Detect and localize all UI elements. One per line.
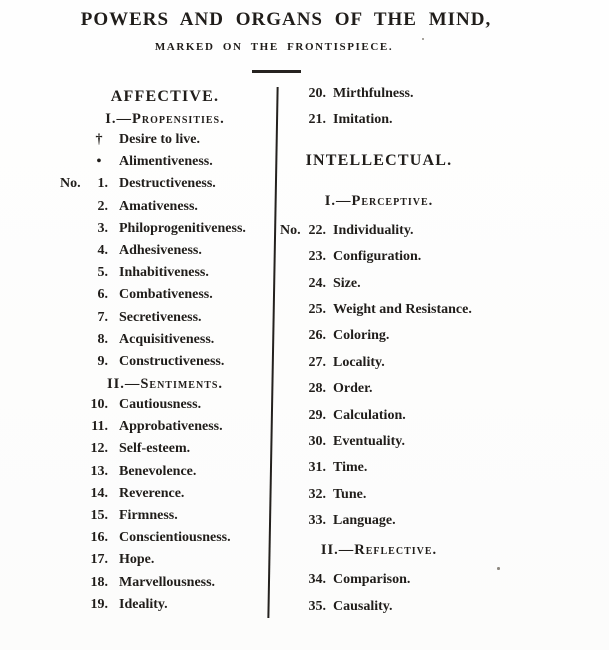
entry-label: Alimentiveness. (119, 154, 213, 170)
entry-label: Comparison. (333, 572, 411, 588)
list-item (60, 397, 270, 419)
list-item (280, 302, 478, 328)
list-item (280, 460, 478, 486)
entry-number: 10. (90, 397, 108, 413)
subsection-heading: II.—Reflective. (320, 542, 438, 559)
list-item (280, 355, 478, 381)
section-heading: INTELLECTUAL. (305, 151, 453, 169)
list-item (280, 513, 478, 539)
entry-number: 13. (90, 463, 108, 479)
entry-label: Philoprogenitiveness. (119, 220, 246, 236)
entry-label: Inhabitiveness. (119, 265, 209, 281)
entry-label: Marvellousness. (119, 574, 216, 590)
ornament-rule (252, 70, 301, 73)
entry-number: 32. (308, 486, 326, 502)
entry-no-prefix: No. (280, 222, 301, 238)
list-item (280, 599, 478, 625)
list-item (60, 221, 270, 243)
list-item (280, 328, 478, 354)
entry-number: 17. (90, 552, 108, 568)
entry-label: Cautiousness. (119, 397, 202, 413)
entry-label: Hope. (119, 552, 155, 568)
entry-label: Mirthfulness. (333, 86, 414, 101)
list-item (60, 486, 270, 508)
list-item (60, 441, 270, 463)
entry-number: 11. (91, 419, 108, 435)
entry-number: 15. (90, 508, 108, 523)
section-heading: AFFECTIVE. (110, 88, 220, 105)
list-item (60, 265, 270, 287)
list-item (280, 249, 478, 275)
entry-number: 14. (90, 485, 108, 501)
entry-label: Adhesiveness. (119, 242, 202, 258)
list-item (280, 381, 478, 407)
entry-label: Order. (333, 381, 373, 397)
entry-label: Desire to live. (119, 132, 200, 147)
entry-number: 3. (97, 220, 108, 236)
entry-label: Firmness. (119, 508, 178, 523)
entry-label: Calculation. (333, 407, 406, 423)
page-title: POWERS AND ORGANS OF THE MIND, (80, 9, 492, 30)
entry-label: Reverence. (119, 485, 185, 501)
entry-label: Individuality. (333, 222, 414, 238)
entry-label: Weight and Resistance. (333, 301, 472, 317)
list-item (60, 575, 270, 597)
list-item (60, 464, 270, 486)
entry-number: 34. (308, 572, 326, 588)
list-item (60, 154, 270, 176)
list-item (280, 112, 478, 138)
list-item (60, 419, 270, 441)
entry-label: Tune. (333, 486, 367, 502)
list-item (280, 487, 478, 513)
scan-speck (497, 567, 500, 570)
entry-number: 6. (97, 287, 108, 303)
entry-number: 25. (308, 301, 326, 317)
list-item (280, 408, 478, 434)
entry-label: Configuration. (333, 249, 422, 265)
subsection-heading: I.—Perceptive. (324, 192, 434, 209)
dagger-marker: † (95, 132, 103, 147)
entry-number: 20. (308, 86, 326, 101)
entry-label: Amativeness. (119, 198, 198, 214)
list-item (60, 597, 270, 619)
entry-label: Conscientiousness. (119, 530, 231, 546)
entry-label: Causality. (333, 598, 393, 614)
list-item (60, 243, 270, 265)
entry-label: Acquisitiveness. (119, 331, 215, 347)
entry-label: Coloring. (333, 328, 390, 344)
subsection-heading: I.—Propensities. (105, 111, 225, 127)
list-item (280, 276, 478, 302)
entry-label: Approbativeness. (119, 419, 223, 435)
list-item (60, 530, 270, 552)
entry-no-prefix: No. (60, 176, 81, 192)
list-item (60, 332, 270, 354)
entry-label: Destructiveness. (119, 176, 216, 192)
entry-label: Constructiveness. (119, 353, 225, 369)
right-column (280, 86, 478, 625)
entry-label: Size. (333, 275, 361, 291)
entry-number: 30. (308, 433, 326, 449)
list-item (60, 176, 270, 198)
entry-number: 33. (308, 513, 326, 529)
entry-number: 8. (97, 331, 108, 347)
entry-number: 19. (90, 596, 108, 612)
entry-number: 22. (308, 222, 326, 238)
entry-number: 5. (97, 265, 108, 281)
entry-label: Eventuality. (333, 433, 405, 449)
list-item (60, 132, 270, 154)
entry-number: 28. (308, 381, 326, 397)
entry-number: 18. (90, 574, 108, 590)
entry-number: 1. (97, 176, 108, 192)
list-item (280, 86, 478, 112)
list-item (60, 199, 270, 221)
list-item (60, 287, 270, 309)
entry-number: 27. (308, 354, 326, 370)
entry-number: 23. (308, 249, 326, 265)
entry-number: 9. (97, 353, 108, 369)
list-item (60, 508, 270, 530)
subsection-heading: II.—Sentiments. (106, 376, 224, 393)
entry-label: Secretiveness. (119, 309, 202, 325)
page-subtitle: MARKED ON THE FRONTISPIECE. (154, 41, 394, 53)
entry-number: 16. (90, 530, 108, 546)
entry-number: 24. (308, 275, 326, 291)
entry-label: Imitation. (333, 112, 393, 128)
entry-label: Language. (333, 513, 396, 529)
list-item (60, 552, 270, 574)
entry-number: 7. (97, 309, 108, 325)
list-item (280, 223, 478, 249)
entry-label: Locality. (333, 354, 385, 370)
entry-number: 2. (97, 198, 108, 214)
entry-number: 29. (308, 407, 326, 423)
entry-number: 35. (308, 598, 326, 614)
entry-label: Ideality. (119, 596, 168, 612)
entry-number: 26. (308, 328, 326, 344)
entry-number: 21. (308, 112, 326, 128)
entry-number: 12. (90, 441, 108, 457)
entry-number: 31. (308, 460, 326, 476)
list-item (280, 434, 478, 460)
entry-number: 4. (97, 242, 108, 258)
bullet-marker: • (96, 154, 102, 170)
entry-label: Benevolence. (119, 463, 197, 479)
list-item (280, 572, 478, 598)
entry-label: Combativeness. (119, 287, 213, 303)
left-column (60, 88, 270, 619)
entry-label: Self-esteem. (119, 441, 191, 457)
entry-label: Time. (333, 460, 368, 476)
list-item (60, 354, 270, 376)
scan-speck (422, 38, 424, 40)
list-item (60, 310, 270, 332)
